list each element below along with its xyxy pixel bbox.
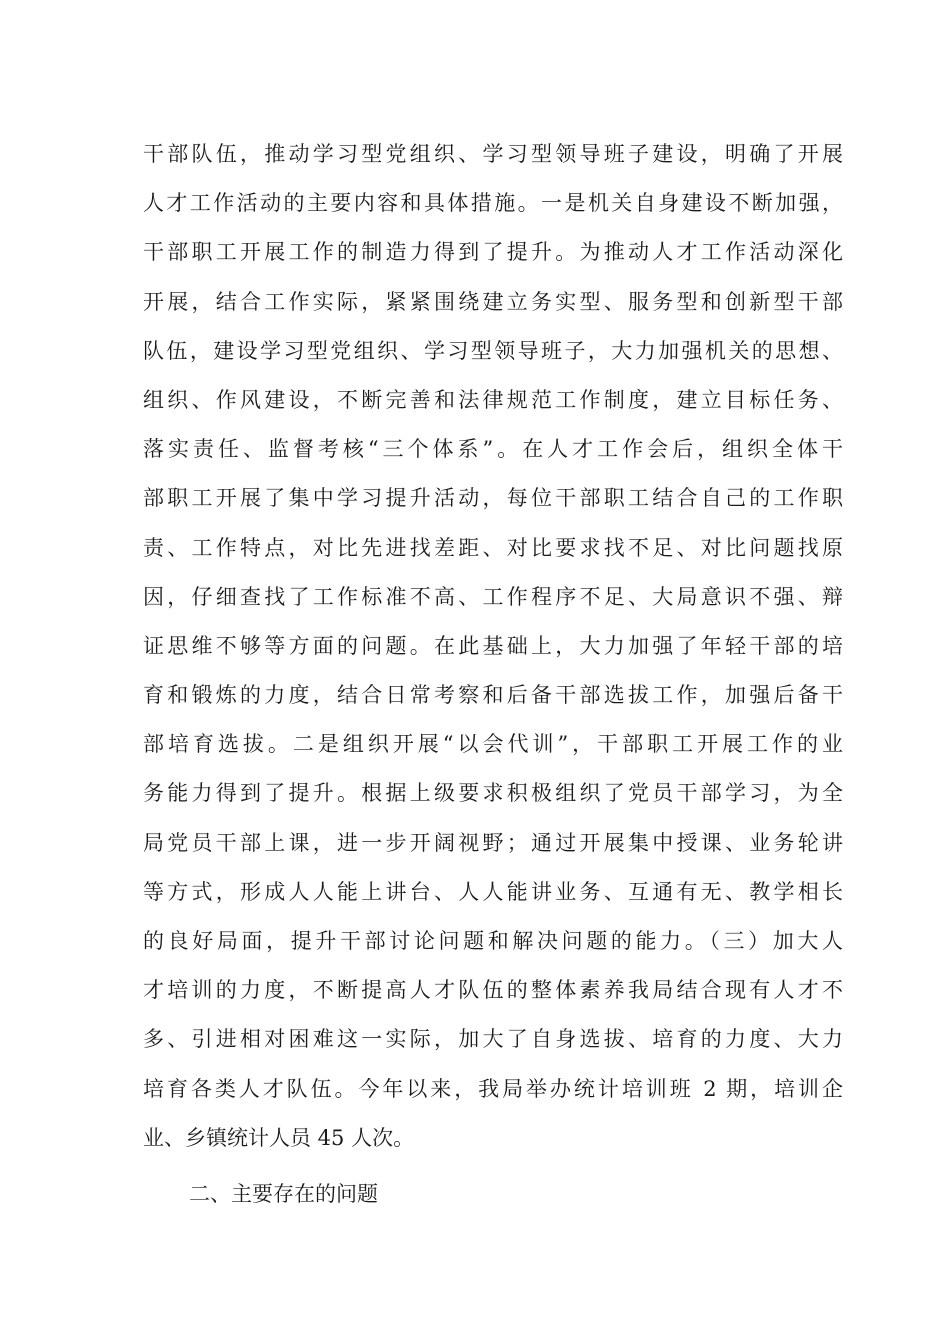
paragraph-line: 证思维不够等方面的问题。在此基础上，大力加强了年轻干部的培 <box>143 633 843 658</box>
paragraph-line: 等方式，形成人人能上讲台、人人能讲业务、互通有无、教学相长 <box>143 879 843 904</box>
paragraph-line: 育和锻炼的力度，结合日常考察和后备干部选拔工作，加强后备干 <box>143 683 843 708</box>
paragraph-line: 开展，结合工作实际，紧紧围绕建立务实型、服务型和创新型干部 <box>143 289 843 314</box>
paragraph-line: 人才工作活动的主要内容和具体措施。一是机关自身建设不断加强， <box>143 191 843 216</box>
body-paragraph <box>143 130 843 1163</box>
paragraph-line: 部职工开展了集中学习提升活动，每位干部职工结合自己的工作职 <box>143 486 843 511</box>
paragraph-line: 务能力得到了提升。根据上级要求积极组织了党员干部学习，为全 <box>143 781 843 806</box>
paragraph-line: 队伍，建设学习型党组织、学习型领导班子，大力加强机关的思想、 <box>143 338 843 363</box>
paragraph-line: 落实责任、监督考核“三个体系”。在人才工作会后，组织全体干 <box>143 437 843 462</box>
paragraph-line: 干部职工开展工作的制造力得到了提升。为推动人才工作活动深化 <box>143 240 843 265</box>
paragraph-line: 培育各类人才队伍。今年以来，我局举办统计培训班 2 期，培训企 <box>143 1076 843 1101</box>
paragraph-line: 组织、作风建设，不断完善和法律规范工作制度，建立目标任务、 <box>143 387 843 412</box>
paragraph-line: 的良好局面，提升干部讨论问题和解决问题的能力。（三）加大人 <box>143 929 843 953</box>
paragraph-line: 部培育选拔。二是组织开展“以会代训”，干部职工开展工作的业 <box>143 732 843 757</box>
paragraph-last-line: 业、乡镇统计人员 45 人次。 <box>143 1125 415 1150</box>
section-heading: 二、主要存在的问题 <box>189 1182 378 1206</box>
paragraph-line: 干部队伍，推动学习型党组织、学习型领导班子建设，明确了开展 <box>143 142 843 166</box>
paragraph-line: 局党员干部上课，进一步开阔视野；通过开展集中授课、业务轮讲 <box>143 830 843 855</box>
paragraph-line: 因，仔细查找了工作标准不高、工作程序不足、大局意识不强、辩 <box>143 584 843 609</box>
paragraph-line: 多、引进相对困难这一实际，加大了自身选拔、培育的力度、大力 <box>143 1027 843 1052</box>
paragraph-line: 才培训的力度，不断提高人才队伍的整体素养我局结合现有人才不 <box>143 978 843 1003</box>
paragraph-line: 责、工作特点，对比先进找差距、对比要求找不足、对比问题找原 <box>143 535 843 560</box>
